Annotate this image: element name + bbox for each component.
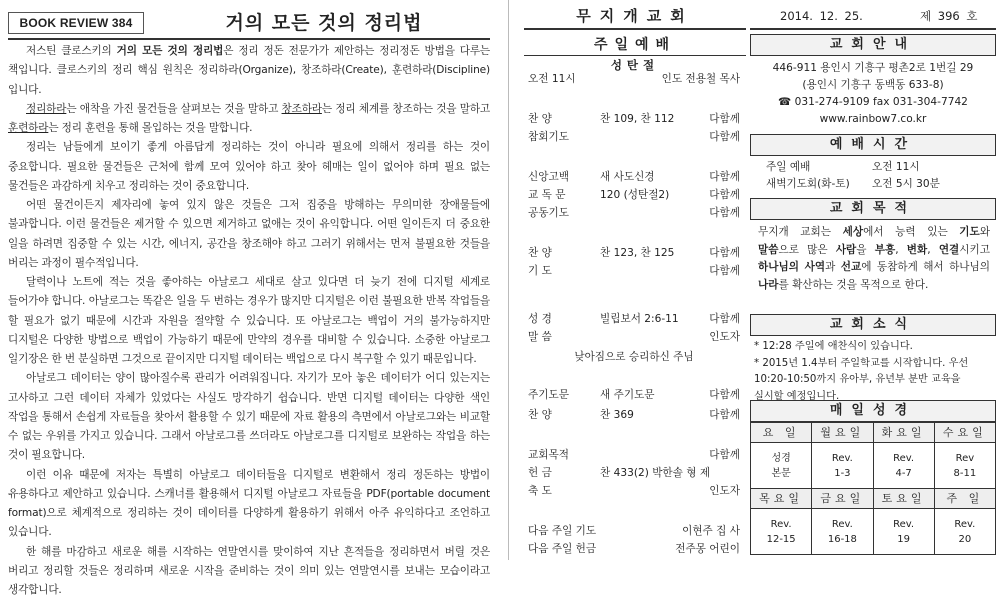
worship-item	[528, 348, 740, 366]
schedule-item	[750, 159, 996, 176]
reading-cell: 성경 본문	[751, 443, 812, 489]
worship-item-detail: 찬 433(2) 박한솔 형 제	[600, 464, 710, 482]
news-item: * 12:28 주일에 애찬식이 있습니다.	[754, 339, 992, 356]
address-line: 446-911 용인시 기흥구 평촌2로 1번길 29	[750, 60, 996, 77]
news-list	[750, 336, 996, 400]
reading-day-header: 금요일	[812, 489, 873, 509]
worship-item	[528, 186, 740, 204]
worship-item-name: 신앙고백	[528, 168, 569, 186]
worship-item-leader: 다함께	[709, 386, 740, 404]
review-paragraph: 달력이나 노트에 적는 것을 좋아하는 아날로그 세대로 살고 있다면 더 늦기 전에 디지털 세계로 들어가야 합니다. 아날로그는 똑같은 일을 두 번하는 경우가 많지만 디지털은 이런 불필요한 반복 작업들을 할 필요가 없기 때문에 시간과 자원을 절약할 수 있습니다. 또 아날로그는 백업이 거의 불가능하지만 디지털은 다양한 방법으로 백업이 가능하기 때문에 만약의 경우를 대비할 수 있습니다. 소중한 아날로그 일기장은 한 번 분실하면 그것으로 끝이지만 디지털 데이터는 백업으로 다시 복구할 수 있기 때문입니다.	[8, 273, 490, 369]
worship-item	[528, 262, 740, 280]
bulletin-date-row	[750, 4, 996, 30]
worship-item-name: 주기도문	[528, 386, 569, 404]
bible-reading-table	[750, 422, 996, 555]
schedule-name: 주일 예배	[766, 159, 810, 176]
info-section-title: 교회안내	[750, 34, 996, 56]
review-paragraph: 저스틴 클로스키의 거의 모든 것의 정리법은 정리 정돈 전문가가 제안하는 정리정돈 방법을 다루는 책입니다. 클로스키의 정리 핵심 원칙은 정리하라(Organize), 창조하라(Create), 훈련하라(Discipline)입니다.	[8, 42, 490, 100]
book-review-body	[8, 42, 490, 556]
worship-item	[528, 522, 740, 540]
purpose-text: 무지개 교회는 세상에서 능력 있는 기도와 말씀으로 많은 사람을 부흥, 변화, 연결시키고 하나님의 사역과 선교에 동참하게 해서 하나님의 나라를 확산하는 것을 목적으로 한다.	[750, 220, 996, 314]
review-paragraph: 정리는 남들에게 보이기 좋게 아름답게 정리하는 것이 아니라 필요에 의해서 정리를 하는 것이 중요합니다. 필요한 물건들은 근처에 함께 모여 있어야 하고 찾아 헤매는 일이 없어야 하며 필요 없는 물건들은 과감하게 치우고 정리하는 것이 중요합니다.	[8, 138, 490, 196]
worship-item	[528, 446, 740, 464]
review-paragraph: 이런 이유 때문에 저자는 특별히 아날로그 데이터들을 디지털로 변환해서 정리 정돈하는 방법이 유용하다고 제안하고 있습니다. 스캐너를 활용해서 디지털 아날로그 자료들을 PDF(portable document format)으로 체계적으로 정리하는 것이 데이터를 다양하게 활용하기 위해서 아주 유익하다고 조언하고 있습니다.	[8, 466, 490, 543]
worship-item-leader: 다함께	[709, 128, 740, 146]
worship-item-leader: 이현주 집 사	[682, 522, 740, 540]
worship-item-name: 교회목적	[528, 446, 569, 464]
worship-item-name: 찬 양	[528, 110, 552, 128]
worship-item	[528, 70, 740, 88]
worship-item-name: 다음 주일 헌금	[528, 540, 596, 558]
reading-cell: Rev. 20	[934, 509, 995, 555]
purpose-section-title: 교회목적	[750, 198, 996, 220]
worship-item	[528, 110, 740, 128]
bulletin-header	[524, 4, 996, 30]
worship-item	[528, 540, 740, 558]
info-column	[750, 34, 996, 554]
worship-item-name: 말 씀	[528, 328, 552, 346]
reading-day-header: 주 일	[934, 489, 995, 509]
schedule-time: 오전 11시	[872, 159, 920, 176]
worship-item-detail: 찬 123, 찬 125	[600, 244, 674, 262]
reading-header-row	[751, 423, 996, 443]
review-paragraph: 어떤 물건이든지 제자리에 놓여 있지 않은 것들은 그저 집중을 방해하는 무의미한 장애물들에 불과합니다. 이런 물건들은 제거할 수 있으면 제거하고 없애는 것이 유익합니다. 어떤 일이든지 더 중요한 일을 하려면 집중할 수 있는 시간, 에너지, 공간을 창조해야 하고 그러기 위해서는 먼저 불필요한 것들을 버리는 과정이 필수적입니다.	[8, 196, 490, 273]
website-link[interactable]: www.rainbow7.co.kr	[750, 111, 996, 128]
worship-item-name: 참회기도	[528, 128, 569, 146]
schedule-time: 오전 5시 30분	[872, 176, 940, 193]
worship-item-leader: 다함께	[709, 244, 740, 262]
worship-item	[528, 128, 740, 146]
phone-line: ☎ 031-274-9109 fax 031-304-7742	[750, 94, 996, 111]
review-paragraph: 정리하라는 애착을 가진 물건들을 살펴보는 것을 말하고 창조하라는 정리 체계를 창조하는 것을 말하고 훈련하라는 정리 훈련을 통해 몰입하는 것을 말합니다.	[8, 100, 490, 139]
worship-item-leader: 인도자	[709, 328, 740, 346]
worship-item-name: 축 도	[528, 482, 552, 500]
worship-item-name: 찬 양	[528, 244, 552, 262]
reading-cell: Rev. 12-15	[751, 509, 812, 555]
worship-item-leader: 다함께	[709, 186, 740, 204]
reading-cell: Rev. 4-7	[873, 443, 934, 489]
church-contact	[750, 56, 996, 134]
reading-day-header: 토요일	[873, 489, 934, 509]
worship-item-detail: 찬 369	[600, 406, 634, 424]
worship-item-name: 헌 금	[528, 464, 552, 482]
worship-item-name: 오전 11시	[528, 70, 576, 88]
reading-cell: Rev. 1-3	[812, 443, 873, 489]
sermon-type: 성탄절	[524, 56, 746, 74]
reading-row	[751, 443, 996, 489]
worship-item-detail: 새 사도신경	[600, 168, 655, 186]
worship-item-leader: 다함께	[709, 262, 740, 280]
worship-item-name: 찬 양	[528, 406, 552, 424]
worship-item	[528, 386, 740, 404]
worship-item-name: 공동기도	[528, 204, 569, 222]
book-review-title: 거의 모든 것의 정리법	[158, 7, 490, 39]
worship-item	[528, 482, 740, 500]
worship-item-leader: 전주몽 어린이	[675, 540, 740, 558]
reading-day-header: 목요일	[751, 489, 812, 509]
worship-item	[528, 244, 740, 262]
reading-day-header: 월요일	[812, 423, 873, 443]
worship-item-name: 성 경	[528, 310, 552, 328]
worship-order	[524, 34, 746, 554]
church-name: 무지개교회	[524, 4, 746, 30]
book-review-label: BOOK REVIEW 384	[8, 12, 144, 34]
reading-section-title: 매일성경	[750, 400, 996, 422]
reading-row	[751, 509, 996, 555]
worship-item-detail: 120 (성탄절2)	[600, 186, 669, 204]
reading-day-header: 수요일	[934, 423, 995, 443]
worship-item	[528, 464, 740, 482]
bulletin-issue: 제 396 호	[920, 4, 977, 28]
book-review-header	[8, 4, 490, 40]
worship-item-detail: 빌립보서 2:6-11	[600, 310, 679, 328]
news-item: * 2015년 1.4부터 주일학교를 시작합니다. 우선 10:20-10:50까지 유아부, 유년부 분반 교육을 실시할 예정입니다.	[754, 356, 992, 406]
reading-cell: Rev. 19	[873, 509, 934, 555]
book-review-page	[8, 4, 490, 556]
worship-item	[528, 328, 740, 346]
worship-item-detail: 새 주기도문	[600, 386, 655, 404]
worship-item-name: 기 도	[528, 262, 552, 280]
reading-day-header: 요 일	[751, 423, 812, 443]
reading-cell: Rev. 16-18	[812, 509, 873, 555]
worship-item-leader: 다함께	[709, 204, 740, 222]
worship-item-leader: 인도 전용철 목사	[662, 70, 740, 88]
page-divider	[508, 0, 509, 560]
worship-item-detail: 찬 109, 찬 112	[600, 110, 674, 128]
worship-item-leader: 다함께	[709, 110, 740, 128]
worship-item-leader: 다함께	[709, 406, 740, 424]
bulletin-date: 2014. 12. 25.	[780, 4, 863, 28]
schedule-name: 새벽기도회(화-토)	[766, 176, 850, 193]
worship-item-name: 다음 주일 기도	[528, 522, 596, 540]
review-paragraph: 한 해를 마감하고 새로운 해를 시작하는 연말연시를 맞이하여 지난 흔적들을 정리하면서 버릴 것은 버리고 정리할 것들은 정리하며 새로운 시작을 준비하는 것이 의미 있는 연말연시를 보내는 모습이라고 생각합니다.	[8, 543, 490, 600]
reading-header-row	[751, 489, 996, 509]
worship-item	[528, 406, 740, 424]
reading-day-header: 화요일	[873, 423, 934, 443]
worship-item-name: 교 독 문	[528, 186, 565, 204]
worship-item-leader: 다함께	[709, 168, 740, 186]
church-bulletin-page	[524, 4, 996, 556]
reading-cell: Rev 8-11	[934, 443, 995, 489]
worship-item	[528, 310, 740, 328]
worship-title: 주일예배	[524, 34, 746, 56]
worship-item-leader: 인도자	[709, 482, 740, 500]
worship-item-leader: 다함께	[709, 446, 740, 464]
worship-item	[528, 168, 740, 186]
news-section-title: 교회소식	[750, 314, 996, 336]
worship-item-leader: 다함께	[709, 310, 740, 328]
worship-item	[528, 204, 740, 222]
schedule-item	[750, 176, 996, 193]
review-paragraph: 아날로그 데이터는 양이 많아질수록 관리가 어려워집니다. 자기가 모아 놓은 데이터가 어디 있는지는 고사하고 그런 데이터 자체가 있었다는 사실도 망각하기 쉽습니다. 반면 디지털 데이터는 다양한 색인 작업을 통해서 손쉽게 자료들을 찾아서 활용할 수 있기 때문에 자료 활용의 측면에서 아날로그와는 비교할 수 없는 우위를 가지고 있습니다. 그래서 아날로그를 쓰더라도 아날로그를 디지털로 보완하는 작업을 하는 것이 필요합니다.	[8, 369, 490, 465]
schedule-section-title: 예배시간	[750, 134, 996, 156]
address-line-old: (용인시 기흥구 동백동 633-8)	[750, 77, 996, 94]
sermon-title: 낮아짐으로 승리하신 주님	[528, 348, 740, 366]
schedule-list	[750, 156, 996, 198]
